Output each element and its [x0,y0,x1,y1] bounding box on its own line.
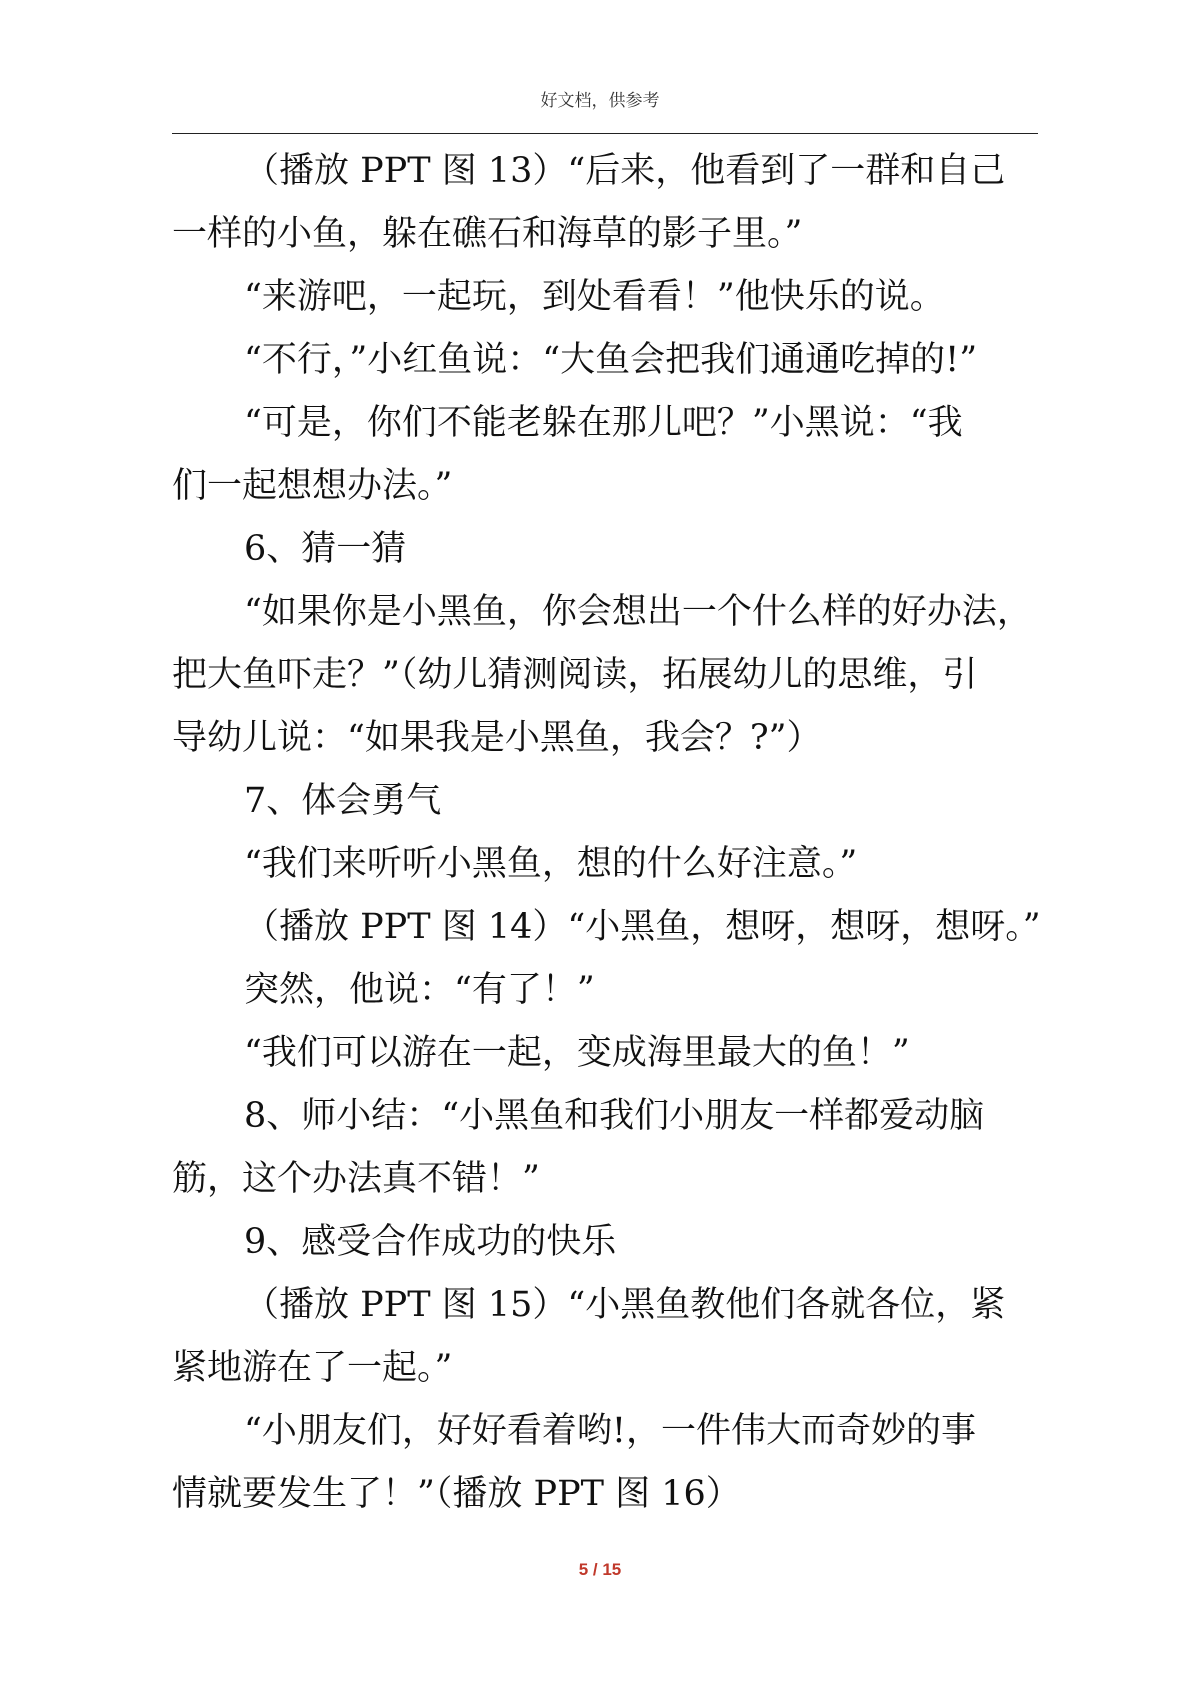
text-line: “可是，你们不能老躲在那儿吧？”小黑说：“我 [244,403,963,443]
section-heading: 8、师小结：“小黑鱼和我们小朋友一样都爱动脑 [244,1096,985,1136]
text-line: “小朋友们，好好看着哟!，一件伟大而奇妙的事 [244,1411,976,1451]
text-line: “如果你是小黑鱼，你会想出一个什么样的好办法， [244,592,1032,632]
text-line: （播放 PPT 图 13）“后来，他看到了一群和自己 [244,151,1006,191]
page-number: 5 / 15 [578,1560,622,1579]
text-line: “来游吧，一起玩，到处看看！”他快乐的说。 [244,277,945,317]
text-line: 情就要发生了！”（播放 PPT 图 16） [172,1474,741,1514]
text-line: “我们来听听小黑鱼，想的什么好注意。” [244,844,858,884]
header-divider [172,133,1038,134]
text-line: “不行，”小红鱼说：“大鱼会把我们通通吃掉的!” [244,340,978,380]
section-heading: 6、猜一猜 [244,529,407,569]
text-line: 紧地游在了一起。” [172,1348,453,1388]
text-line: “我们可以游在一起，变成海里最大的鱼！” [244,1033,910,1073]
text-line: 把大鱼吓走？”（幼儿猜测阅读，拓展幼儿的思维，引 [172,655,978,695]
text-line: （播放 PPT 图 14）“小黑鱼，想呀，想呀，想呀。” [244,907,1041,947]
section-heading: 7、体会勇气 [244,781,442,821]
document-body [172,140,1041,1526]
text-line: 筋，这个办法真不错！” [172,1159,540,1199]
page-header: 好文档，供参考 [540,91,660,111]
text-line: 导幼儿说：“如果我是小黑鱼，我会？?”） [172,718,822,758]
section-heading: 9、感受合作成功的快乐 [244,1222,617,1262]
text-line: 突然，他说：“有了！” [244,970,595,1010]
text-line: 们一起想想办法。” [172,466,453,506]
text-line: 一样的小鱼，躲在礁石和海草的影子里。” [172,214,803,254]
text-line: （播放 PPT 图 15）“小黑鱼教他们各就各位，紧 [244,1285,1006,1325]
